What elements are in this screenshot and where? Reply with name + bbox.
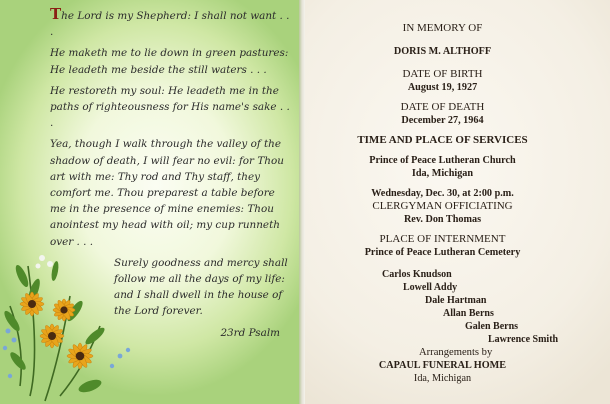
arrangements-heading: Arrangements by [419, 347, 493, 358]
funeral-home-location: Ida, Michigan [413, 373, 472, 384]
memorial-details [305, 22, 610, 385]
pallbearer: Carlos Knudson [382, 269, 452, 280]
psalm-dropcap: T [50, 5, 62, 23]
in-memory-heading: IN MEMORY OF [402, 22, 483, 34]
cemetery-name: Prince of Peace Lutheran Cemetery [364, 247, 521, 258]
service-time: Wednesday, Dec. 30, at 2:00 p.m. [371, 188, 514, 199]
psalm-verse-3: He restoreth my soul: He leadeth me in the paths of righteousness for His name's sake . . . [50, 84, 290, 130]
internment-heading: PLACE OF INTERNMENT [379, 233, 506, 245]
pallbearer: Lawrence Smith [488, 334, 559, 345]
psalm-verse-1: The Lord is my Shepherd: I shall not want . . . [50, 5, 290, 39]
death-heading: DATE OF DEATH [400, 101, 485, 113]
birth-date: August 19, 1927 [407, 82, 478, 93]
psalm-verse-2: He maketh me to lie down in green pastures: He leadeth me beside the still waters . . . [50, 47, 289, 76]
deceased-name: DORIS M. ALTHOFF [393, 46, 492, 57]
psalm-page [0, 0, 300, 404]
church-location: Ida, Michigan [411, 168, 474, 179]
clergyman-name: Rev. Don Thomas [403, 214, 482, 225]
pallbearer: Lowell Addy [403, 282, 458, 293]
clergyman-heading: CLERGYMAN OFFICIATING [372, 200, 513, 212]
psalm-verse-5: Surely goodness and mercy shall follow me all the days of my life: and I shall dwell in the house of the Lord forever. [114, 256, 288, 318]
flower-bouquet-icon [0, 236, 140, 404]
funeral-home-name: CAPAUL FUNERAL HOME [378, 360, 507, 371]
pallbearers-list [305, 269, 610, 369]
pallbearer: Allan Berns [443, 308, 494, 319]
pallbearer: Galen Berns [465, 321, 519, 332]
death-date: December 27, 1964 [401, 115, 484, 126]
church-name: Prince of Peace Lutheran Church [369, 155, 516, 166]
psalm-verse-4: Yea, though I walk through the valley of the shadow of death, I will fear no evil: for Thou art with me: Thy rod and Thy staff, they comfort me. Thou preparest a table before me in the presence of mine enemies: Thou anointest my head with oil; my cup runneth over . . . [50, 138, 284, 248]
pallbearer: Dale Hartman [425, 295, 487, 306]
birth-heading: DATE OF BIRTH [402, 68, 483, 80]
services-heading: TIME AND PLACE OF SERVICES [357, 134, 528, 146]
psalm-reference: 23rd Psalm [220, 326, 280, 339]
